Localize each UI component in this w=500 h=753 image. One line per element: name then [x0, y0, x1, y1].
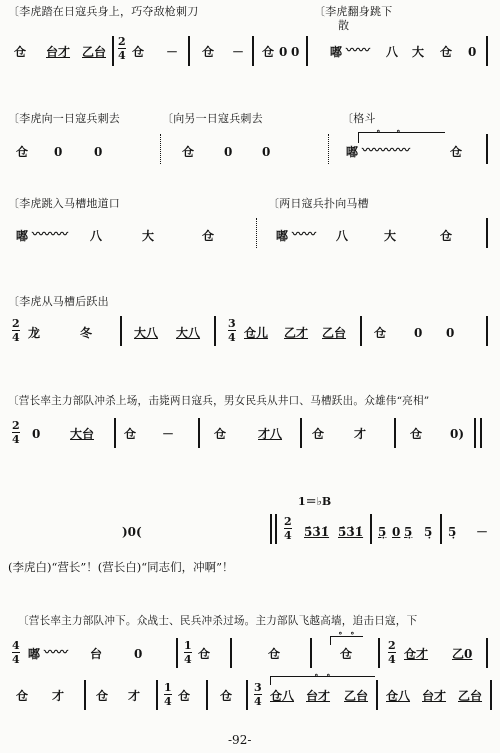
note: 0	[224, 145, 233, 159]
barline	[256, 218, 258, 248]
note: 乙台	[82, 45, 107, 59]
note: 乙才	[284, 326, 309, 340]
fermata-bracket	[330, 636, 363, 645]
note: 仓	[214, 427, 227, 441]
note: 0	[94, 145, 103, 159]
pause-mark: ∘	[396, 127, 401, 137]
note: 仓	[178, 689, 191, 703]
note: 台才	[46, 45, 71, 59]
barline	[490, 680, 492, 710]
stage-direction: 〔李虎翻身跳下	[314, 5, 393, 18]
note: 乙台	[344, 689, 369, 703]
note: 0	[291, 45, 300, 59]
note: )0(	[122, 525, 142, 539]
note: 仓	[16, 145, 29, 159]
note: 嘟	[28, 647, 41, 661]
note: 0	[262, 145, 271, 159]
note: 仓	[410, 427, 423, 441]
note: 仓	[262, 45, 275, 59]
note: 龙	[28, 326, 41, 340]
note: 嘟	[16, 229, 29, 243]
note: 仓	[312, 427, 325, 441]
barline	[486, 638, 488, 668]
tremolo: 〰〰	[346, 43, 371, 57]
note: 乙台	[322, 326, 347, 340]
note: 才	[354, 427, 367, 441]
barline	[112, 36, 114, 66]
note: 大八	[176, 326, 201, 340]
note: 八	[386, 45, 399, 59]
barline	[486, 218, 488, 248]
note: 仓	[268, 647, 281, 661]
barline	[270, 514, 272, 544]
note: 0	[32, 427, 41, 441]
stage-direction: 〔格斗	[342, 112, 376, 125]
note: 0	[279, 45, 288, 59]
note: －	[166, 45, 179, 59]
note: 仓	[198, 647, 211, 661]
barline	[328, 134, 330, 164]
barline	[214, 316, 216, 346]
time-signature: 2 4	[284, 515, 292, 542]
barline	[486, 316, 488, 346]
note: 5̣	[424, 525, 433, 539]
barline	[370, 514, 372, 544]
fermata-bracket	[270, 676, 375, 685]
note: 仓	[182, 145, 195, 159]
note: 大	[412, 45, 425, 59]
time-signature: 1 4	[184, 639, 192, 666]
time-signature: 1 4	[164, 681, 172, 708]
note: 乙0	[452, 647, 473, 661]
note: 仓八	[386, 689, 411, 703]
pause-mark: ∘	[350, 629, 355, 639]
note: 才	[128, 689, 141, 703]
barline	[114, 418, 116, 448]
note: 仓	[202, 229, 215, 243]
note: －	[232, 45, 245, 59]
stage-direction: 〔营长率主力部队冲下。众战士、民兵冲杀过场。主力部队飞越高墙，追击日寇，下	[18, 615, 418, 627]
note: 0)	[450, 427, 465, 441]
time-signature: 3 4	[228, 317, 236, 344]
note: 5̣	[448, 525, 457, 539]
barline	[376, 680, 378, 710]
time-signature: 2 4	[118, 35, 126, 62]
note: 仓	[450, 145, 463, 159]
note: 0	[446, 326, 455, 340]
note: 大	[384, 229, 397, 243]
time-signature: 2 4	[12, 419, 20, 446]
barline	[160, 134, 162, 164]
barline	[474, 418, 476, 448]
note: 仓	[340, 647, 353, 661]
barline	[252, 36, 254, 66]
note: 大台	[70, 427, 95, 441]
stage-direction: 〔李虎向一日寇兵刺去	[8, 112, 120, 125]
tempo-marking: 散	[338, 19, 350, 32]
note: 0	[54, 145, 63, 159]
page-number: -92-	[228, 733, 252, 747]
pause-mark: ∘	[338, 629, 343, 639]
note: 才八	[258, 427, 283, 441]
note: 台才	[306, 689, 331, 703]
note: 仓	[132, 45, 145, 59]
note: 仓	[440, 45, 453, 59]
barline	[84, 680, 86, 710]
pause-mark: ∘	[314, 671, 319, 681]
spoken-lines: (李虎白)“营长”！(营长白)“同志们，冲啊”！	[8, 560, 234, 574]
note: 仓才	[404, 647, 429, 661]
barline	[120, 316, 122, 346]
barline	[360, 316, 362, 346]
barline	[480, 418, 482, 448]
note: 0	[392, 525, 401, 539]
note: 八	[336, 229, 349, 243]
note: 仓	[14, 45, 27, 59]
barline	[246, 680, 248, 710]
note: 台	[90, 647, 103, 661]
note: 大八	[134, 326, 159, 340]
tremolo: 〰〰〰	[32, 227, 69, 241]
stage-direction: 〔李虎从马槽后跃出	[8, 295, 109, 308]
stage-direction: 〔两日寇兵扑向马槽	[268, 197, 369, 210]
note: 0	[414, 326, 423, 340]
barline	[486, 134, 488, 164]
barline	[486, 36, 488, 66]
barline	[300, 418, 302, 448]
note: 乙台	[458, 689, 483, 703]
barline	[156, 680, 158, 710]
note: 5̇3̇1̇	[338, 525, 364, 539]
stage-direction: 〔李虎踏在日寇兵身上，巧夺敌枪刺刀	[8, 5, 199, 18]
barline	[188, 36, 190, 66]
fermata-bracket	[358, 132, 445, 143]
time-signature: 4 4	[12, 639, 20, 666]
barline	[394, 418, 396, 448]
tremolo: 〰〰	[292, 227, 317, 241]
barline	[176, 638, 178, 668]
note: 仓八	[270, 689, 295, 703]
note: 仓儿	[244, 326, 269, 340]
barline	[206, 680, 208, 710]
tremolo: 〰〰〰〰	[362, 143, 411, 157]
pause-mark: ∘	[326, 671, 331, 681]
time-signature: 2 4	[388, 639, 396, 666]
note: 冬	[80, 326, 93, 340]
note: 仓	[16, 689, 29, 703]
note: 嘟	[330, 45, 343, 59]
stage-direction: 〔向另一日寇兵刺去	[162, 112, 263, 125]
note: 仓	[220, 689, 233, 703]
note: 仓	[124, 427, 137, 441]
note: 5̣	[378, 525, 387, 539]
note: 台才	[422, 689, 447, 703]
note: 5̇3̇1̇	[304, 525, 330, 539]
note: 仓	[96, 689, 109, 703]
stage-direction: 〔营长率主力部队冲杀上场，击毙两日寇兵，男女民兵从井口、马槽跃出。众雄伟“亮相”	[8, 395, 430, 407]
time-signature: 2 4	[12, 317, 20, 344]
note: 八	[90, 229, 103, 243]
pause-mark: ∘	[376, 127, 381, 137]
note: －	[162, 427, 175, 441]
note: 仓	[374, 326, 387, 340]
barline	[440, 514, 442, 544]
note: －	[476, 525, 489, 539]
stage-direction: 〔李虎跳入马槽地道口	[8, 197, 120, 210]
note: 仓	[440, 229, 453, 243]
barline	[198, 418, 200, 448]
tremolo: 〰〰	[44, 645, 69, 659]
note: 0	[468, 45, 477, 59]
note: 仓	[202, 45, 215, 59]
barline	[230, 638, 232, 668]
barline	[275, 514, 277, 544]
note: 嘟	[346, 145, 359, 159]
barline	[378, 638, 380, 668]
time-signature: 3 4	[254, 681, 262, 708]
note: 嘟	[276, 229, 289, 243]
key-signature: 1＝♭B	[298, 495, 332, 508]
note: 大	[142, 229, 155, 243]
barline	[310, 638, 312, 668]
note: 才	[52, 689, 65, 703]
note: 5̣	[404, 525, 413, 539]
note: 0	[134, 647, 143, 661]
barline	[306, 36, 308, 66]
